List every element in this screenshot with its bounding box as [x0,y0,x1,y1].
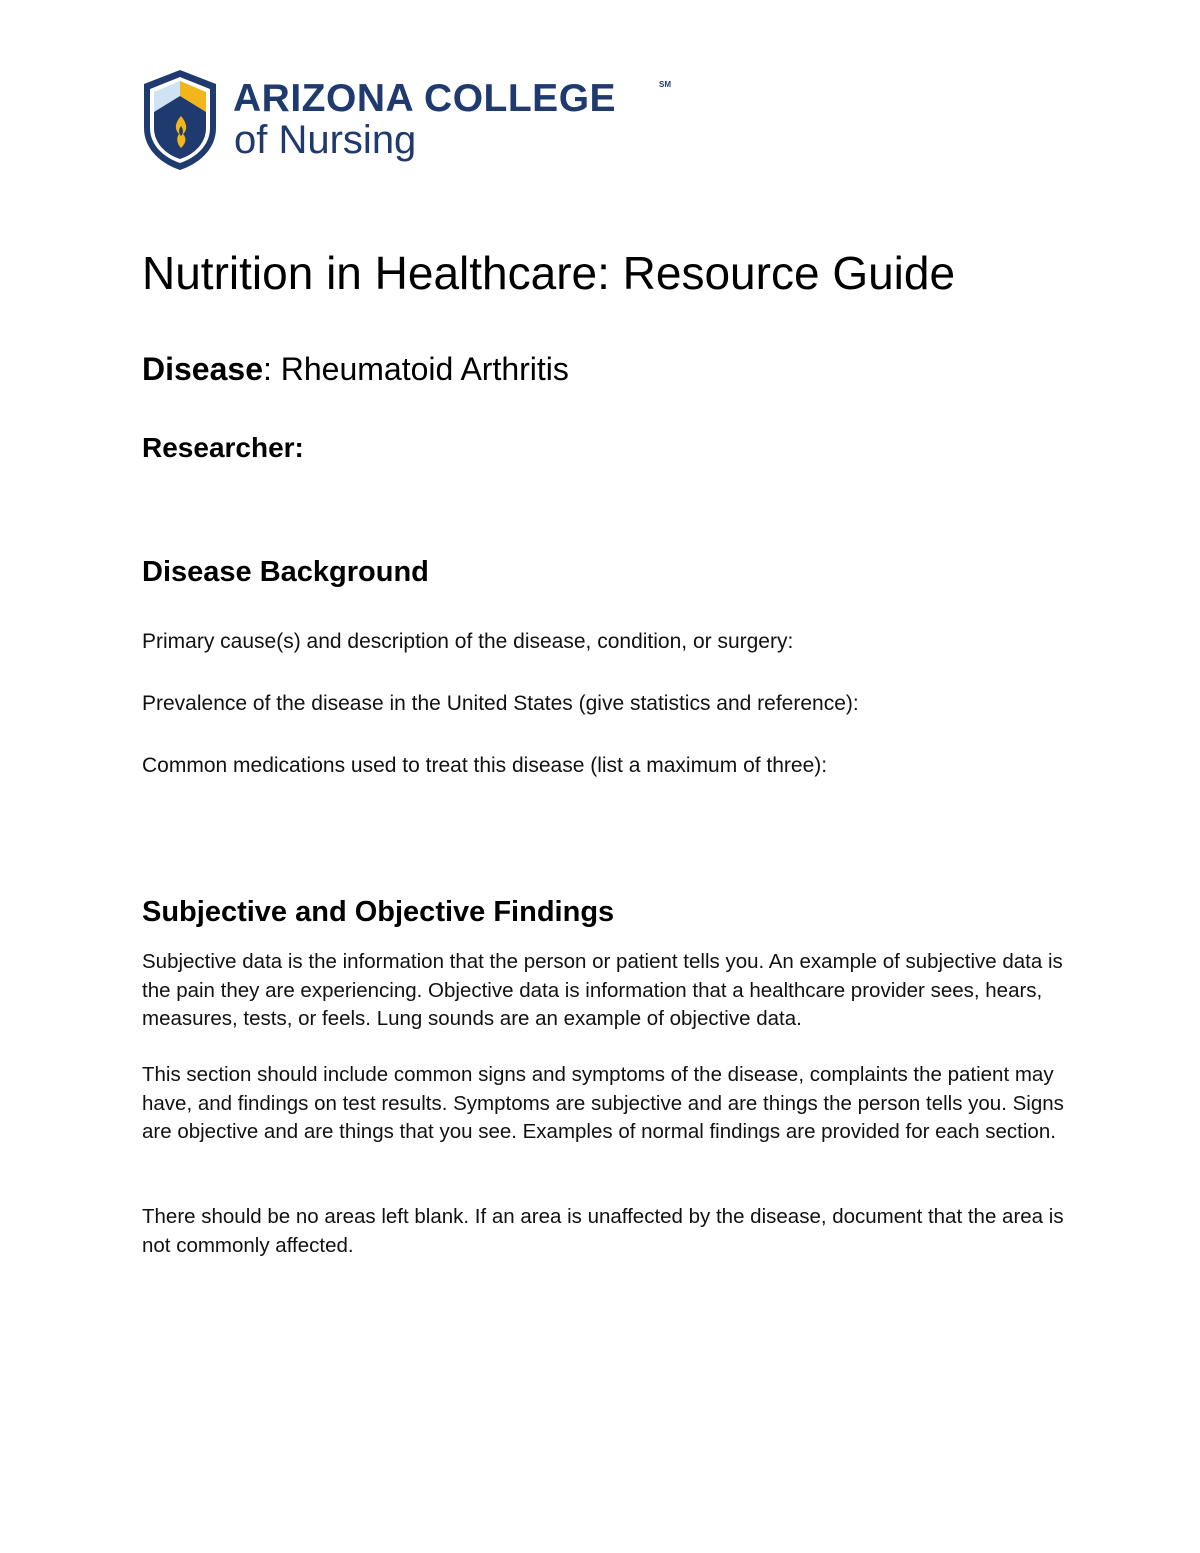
logo-college-name: ARIZONA COLLEGE [233,77,617,120]
prompt-medications: Common medications used to treat this disease (list a maximum of three): [142,754,828,777]
logo-subtitle: of Nursing [234,118,417,162]
prompt-primary-cause: Primary cause(s) and description of the disease, condition, or surgery: [142,630,794,653]
researcher-label: Researcher: [142,432,304,463]
prompt-prevalence: Prevalence of the disease in the United States (give statistics and reference): [142,692,859,715]
disease-value: : Rheumatoid Arthritis [262,351,569,387]
findings-paragraph: This section should include common signs and symptoms of the disease, complaints the patient may have, and findings on test results. Symptoms are subjective and are things the person tells you. Signs are objective and are things that you see. Examples of normal findings are provided for each section. [142,1063,1064,1143]
shield-icon [140,68,220,172]
section-heading-findings: Subjective and Objective Findings [142,896,615,928]
disease-label: Disease [142,351,263,387]
findings-paragraph: There should be no areas left blank. If an area is unaffected by the disease, document that the area is not commonly affected. [142,1205,1064,1257]
document-title: Nutrition in Healthcare: Resource Guide [142,247,956,299]
logo-service-mark: SM [659,80,671,89]
researcher-field [142,433,304,464]
section-heading-background: Disease Background [142,556,429,588]
disease-field [142,352,569,387]
findings-paragraph: Subjective data is the information that the person or patient tells you. An example of subjective data is the pain they are experiencing. Objective data is information that a healthcare provider sees, hears, measures, tests, or feels. Lung sounds are an example of objective data. [142,950,1063,1030]
